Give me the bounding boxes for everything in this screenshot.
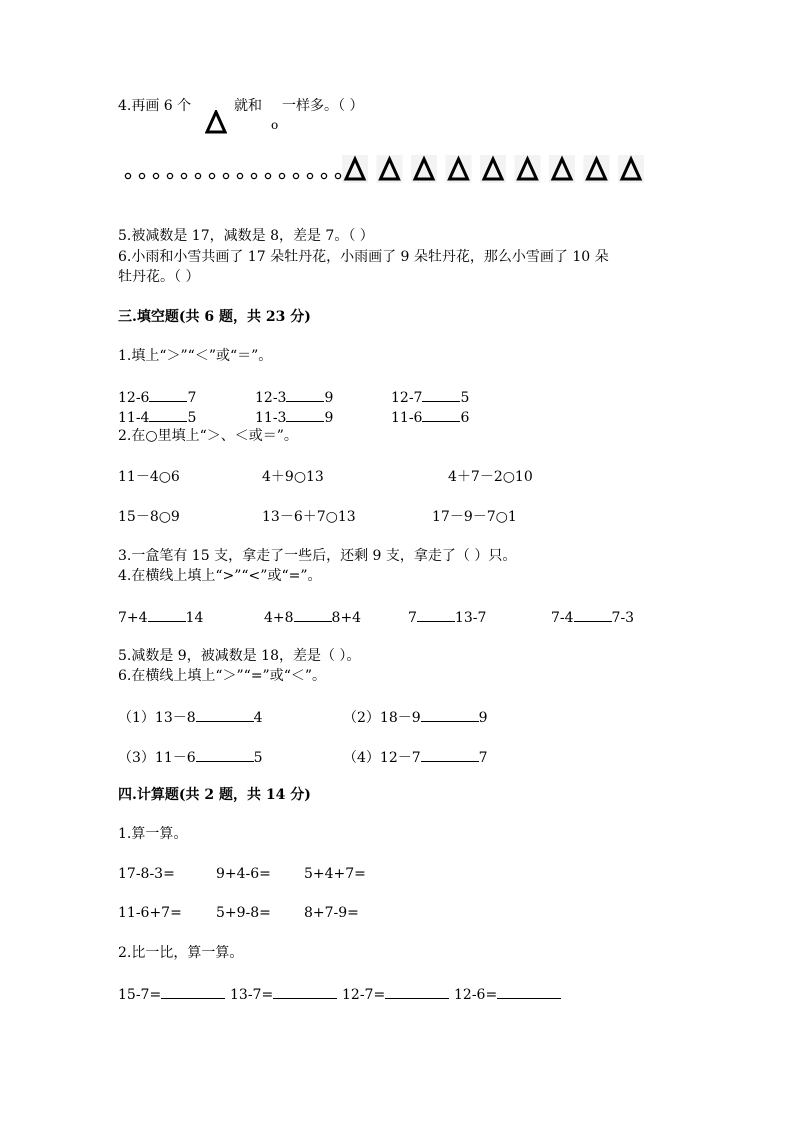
small-circle-icon <box>307 173 312 178</box>
small-circle-icon <box>195 173 200 178</box>
s4-q1: 1.算一算。 <box>118 826 188 842</box>
expr: 12-3 <box>255 390 287 406</box>
small-circle-icon <box>153 173 158 178</box>
answer-blank[interactable] <box>574 607 612 622</box>
small-circle-icon <box>335 173 340 178</box>
expr: 7 <box>408 610 417 626</box>
value: 8+4 <box>331 610 362 626</box>
s3-q2-item: 4＋7－2○10 <box>448 469 533 485</box>
judge-q4-mid: 就和 <box>234 98 262 114</box>
answer-blank[interactable] <box>385 984 449 999</box>
answer-blank[interactable] <box>497 984 561 999</box>
small-circle-icon <box>181 173 186 178</box>
s3-q4: 4.在横线上填上“>”“<”或“=”。 <box>118 568 322 584</box>
expr: 11-4 <box>118 410 150 426</box>
s4-q1-item: 11-6+7= <box>118 905 182 921</box>
s4-q1-item: 17-8-3= <box>118 866 175 882</box>
expr: 12-7 <box>391 390 423 406</box>
small-circle-icon <box>237 173 242 178</box>
s3-q6-item <box>343 747 488 767</box>
expr: 13-7= <box>230 987 274 1003</box>
s3-q6-item <box>343 707 488 727</box>
s3-q6: 6.在横线上填上“＞”“=”或“＜”。 <box>118 668 327 684</box>
small-circle-icon <box>293 173 298 178</box>
answer-blank[interactable] <box>422 407 460 422</box>
triangle-icon <box>205 110 227 134</box>
answer-blank[interactable] <box>421 747 479 762</box>
small-circle-icon <box>167 173 172 178</box>
expr: （1）13－8 <box>118 710 196 726</box>
section3-title: 三.填空题(共 6 题，共 23 分) <box>118 309 311 325</box>
s4-q2: 2.比一比，算一算。 <box>118 945 244 961</box>
small-circle-icon <box>265 173 270 178</box>
judge-q4-prefix: 4.再画 6 个 <box>118 98 192 114</box>
small-circle-icon <box>279 173 284 178</box>
value: 4 <box>253 710 263 726</box>
s4-q1-item: 8+7-9= <box>304 905 359 921</box>
value: 7-3 <box>611 610 635 626</box>
expr: （2）18－9 <box>343 710 421 726</box>
s4-q1-item: 5+4+7= <box>304 866 366 882</box>
answer-blank[interactable] <box>196 747 254 762</box>
expr: （4）12－7 <box>343 750 421 766</box>
s3-q1: 1.填上“＞”“＜”或“＝”。 <box>118 348 273 364</box>
answer-blank[interactable] <box>294 607 332 622</box>
answer-blank[interactable] <box>286 407 324 422</box>
s3-q2-item: 15－8○9 <box>118 509 180 525</box>
small-circle-icon <box>223 173 228 178</box>
judge-q6-line1: 6.小雨和小雪共画了 17 朵牡丹花，小雨画了 9 朵牡丹花，那么小雪画了 10 朵 <box>118 249 609 265</box>
small-circle-icon <box>251 173 256 178</box>
answer-blank[interactable] <box>421 707 479 722</box>
s3-q6-item <box>118 707 263 727</box>
s3-q2-item: 13－6＋7○13 <box>262 509 356 525</box>
answer-blank[interactable] <box>149 407 187 422</box>
value: 9 <box>478 710 488 726</box>
s3-q2-item: 17－9－7○1 <box>432 509 517 525</box>
answer-blank[interactable] <box>196 707 254 722</box>
expr: 15-7= <box>118 987 162 1003</box>
expr: 11-6 <box>391 410 423 426</box>
answer-blank[interactable] <box>417 607 455 622</box>
s4-q1-item: 9+4-6= <box>216 866 271 882</box>
value: 14 <box>185 610 204 626</box>
expr: 7+4 <box>118 610 148 626</box>
answer-blank[interactable] <box>161 984 225 999</box>
judge-q6-line2: 牡丹花。（ ） <box>118 269 200 285</box>
value: 13-7 <box>454 610 487 626</box>
value: 9 <box>324 410 334 426</box>
value: 5 <box>187 410 197 426</box>
answer-blank[interactable] <box>286 387 324 402</box>
expr: 12-6 <box>118 390 150 406</box>
value: 9 <box>324 390 334 406</box>
value: 5 <box>460 390 470 406</box>
circle-triangle-svg <box>124 155 664 185</box>
small-circle-icon <box>125 173 130 178</box>
section4-title: 四.计算题(共 2 题，共 14 分) <box>118 787 311 803</box>
small-circle-icon <box>321 173 326 178</box>
circle-triangle-row <box>124 155 664 185</box>
expr: 12-6= <box>454 987 498 1003</box>
answer-blank[interactable] <box>273 984 337 999</box>
answer-blank[interactable] <box>149 387 187 402</box>
expr: 11-3 <box>255 410 287 426</box>
s4-q1-item: 5+9-8= <box>216 905 271 921</box>
expr: 7-4 <box>551 610 574 626</box>
value: 5 <box>253 750 263 766</box>
expr: 4+8 <box>264 610 294 626</box>
expr: （3）11－6 <box>118 750 196 766</box>
s3-q6-item <box>118 747 263 767</box>
answer-blank[interactable] <box>422 387 460 402</box>
value: 7 <box>187 390 197 406</box>
s3-q5: 5.减数是 9，被减数是 18，差是（ ）。 <box>118 648 361 664</box>
answer-blank[interactable] <box>148 607 186 622</box>
s3-q2: 2.在○里填上“＞、＜或＝”。 <box>118 428 298 444</box>
small-circle-icon: o <box>271 118 279 132</box>
s3-q2-item: 11－4○6 <box>118 469 180 485</box>
value: 6 <box>460 410 470 426</box>
small-circle-icon <box>139 173 144 178</box>
judge-q5: 5.被减数是 17，减数是 8，差是 7。（ ） <box>118 228 374 244</box>
s3-q2-item: 4＋9○13 <box>262 469 324 485</box>
expr: 12-7= <box>342 987 386 1003</box>
s3-q3: 3.一盒笔有 15 支，拿走了一些后，还剩 9 支，拿走了（ ）只。 <box>118 548 517 564</box>
small-circle-icon <box>209 173 214 178</box>
value: 7 <box>478 750 488 766</box>
judge-q4-suffix: 一样多。（ ） <box>282 98 364 114</box>
